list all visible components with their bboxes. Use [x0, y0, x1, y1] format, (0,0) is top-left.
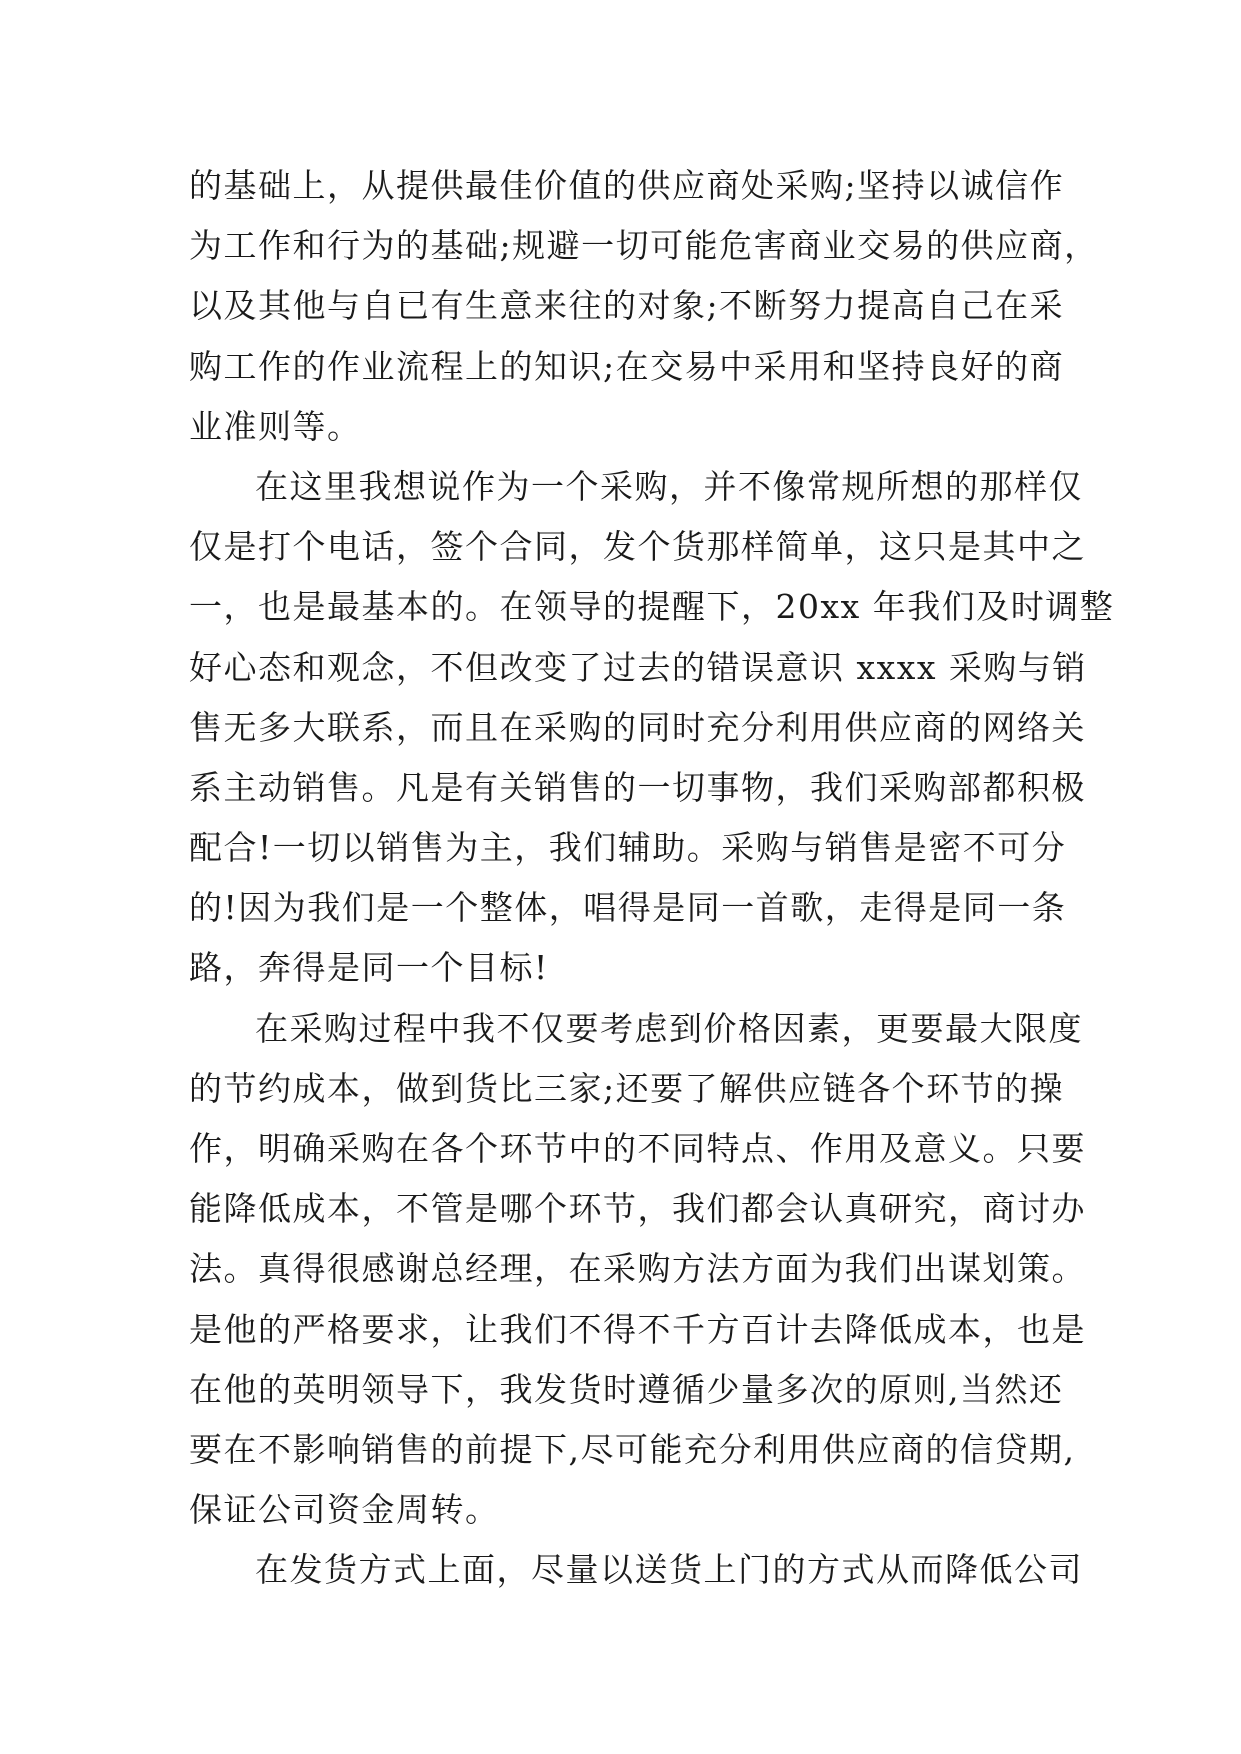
text-line: 要在不影响销售的前提下,尽可能充分利用供应商的信贷期,	[189, 1429, 1076, 1469]
text-line: 作，明确采购在各个环节中的不同特点、作用及意义。只要	[189, 1129, 1086, 1168]
text-line: 为工作和行为的基础;规避一切可能危害商业交易的供应商，	[189, 226, 1099, 266]
text-line: 业准则等。	[189, 406, 362, 446]
text-line: 的节约成本，做到货比三家;还要了解供应链各个环节的操	[189, 1068, 1065, 1108]
text-line: 系主动销售。凡是有关销售的一切事物，我们采购部都积极	[189, 767, 1086, 807]
text-line: 的基础上，从提供最佳价值的供应商处采购;坚持以诚信作	[189, 166, 1065, 205]
text-line: 法。真得很感谢总经理，在采购方法方面为我们出谋划策。	[189, 1249, 1086, 1289]
text-line: 售无多大联系，而且在采购的同时充分利用供应商的网络关	[189, 707, 1086, 747]
paragraph-first-line: 在采购过程中我不仅要考虑到价格因素，更要最大限度	[255, 1008, 1083, 1048]
text-line: 以及其他与自已有生意来往的对象;不断努力提高自己在采	[189, 286, 1065, 326]
text-line: 保证公司资金周转。	[189, 1490, 500, 1530]
text-line: 的!因为我们是一个整体，唱得是同一首歌，走得是同一条	[189, 888, 1067, 928]
paragraph-first-line: 在这里我想说作为一个采购，并不像常规所想的那样仅	[255, 466, 1083, 506]
text-line: 一，也是最基本的。在领导的提醒下，20xx 年我们及时调整	[189, 587, 1115, 627]
body-text	[189, 156, 1115, 1601]
text-line: 仅是打个电话，签个合同，发个货那样简单，这只是其中之	[189, 527, 1086, 567]
text-line: 能降低成本，不管是哪个环节，我们都会认真研究，商讨办	[189, 1189, 1086, 1229]
paragraph-first-line: 在发货方式上面，尽量以送货上门的方式从而降低公司	[255, 1550, 1083, 1590]
text-line: 路，奔得是同一个目标!	[189, 948, 549, 988]
text-line: 是他的严格要求，让我们不得不千方百计去降低成本，也是	[189, 1309, 1086, 1349]
text-line: 配合!一切以销售为主，我们辅助。采购与销售是密不可分	[189, 828, 1067, 868]
text-line: 购工作的作业流程上的知识;在交易中采用和坚持良好的商	[189, 346, 1065, 386]
text-line: 好心态和观念，不但改变了过去的错误意识 xxxx 采购与销	[189, 647, 1087, 687]
text-line: 在他的英明领导下，我发货时遵循少量多次的原则,当然还	[189, 1369, 1064, 1409]
